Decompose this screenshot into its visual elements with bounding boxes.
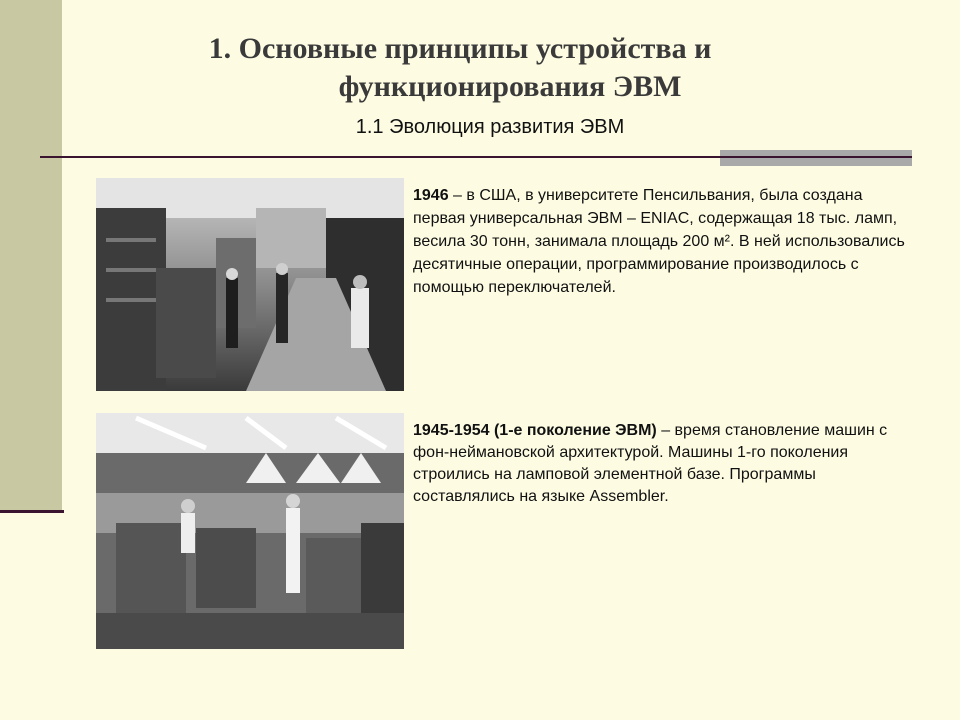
entry-first-generation-text: – время становление машин с фон-неймановской архитектурой. Машины 1-го поколения строились на ламповой элементной базе. Программы составлялись на языке Assembler. [413,422,888,505]
slide-title [150,30,810,106]
side-band [0,0,62,512]
eniac-photo [96,178,404,391]
entry-1946-text: – в США, в университете Пенсильвания, была создана первая универсальная ЭВМ – ENIAC, содержащая 18 тыс. ламп, весила 30 тонн, занимала площадь 200 м². В ней использовались десятичные операции, программирование производилось с помощью переключателей. [413,187,905,296]
header-accent-bar [720,150,912,166]
first-generation-photo [96,413,404,649]
entry-1946-year: 1946 [413,187,449,204]
title-line-1: 1. Основные принципы устройства и [208,32,712,65]
side-divider [0,510,64,513]
slide-subtitle: 1.1 Эволюция развития ЭВМ [355,116,625,138]
title-line-2: функционирования ЭВМ [338,70,682,103]
header-divider [40,156,912,158]
entry-first-generation [413,420,913,508]
entry-first-generation-period: 1945-1954 (1-е поколение ЭВМ) [413,422,657,439]
entry-1946 [413,184,913,299]
